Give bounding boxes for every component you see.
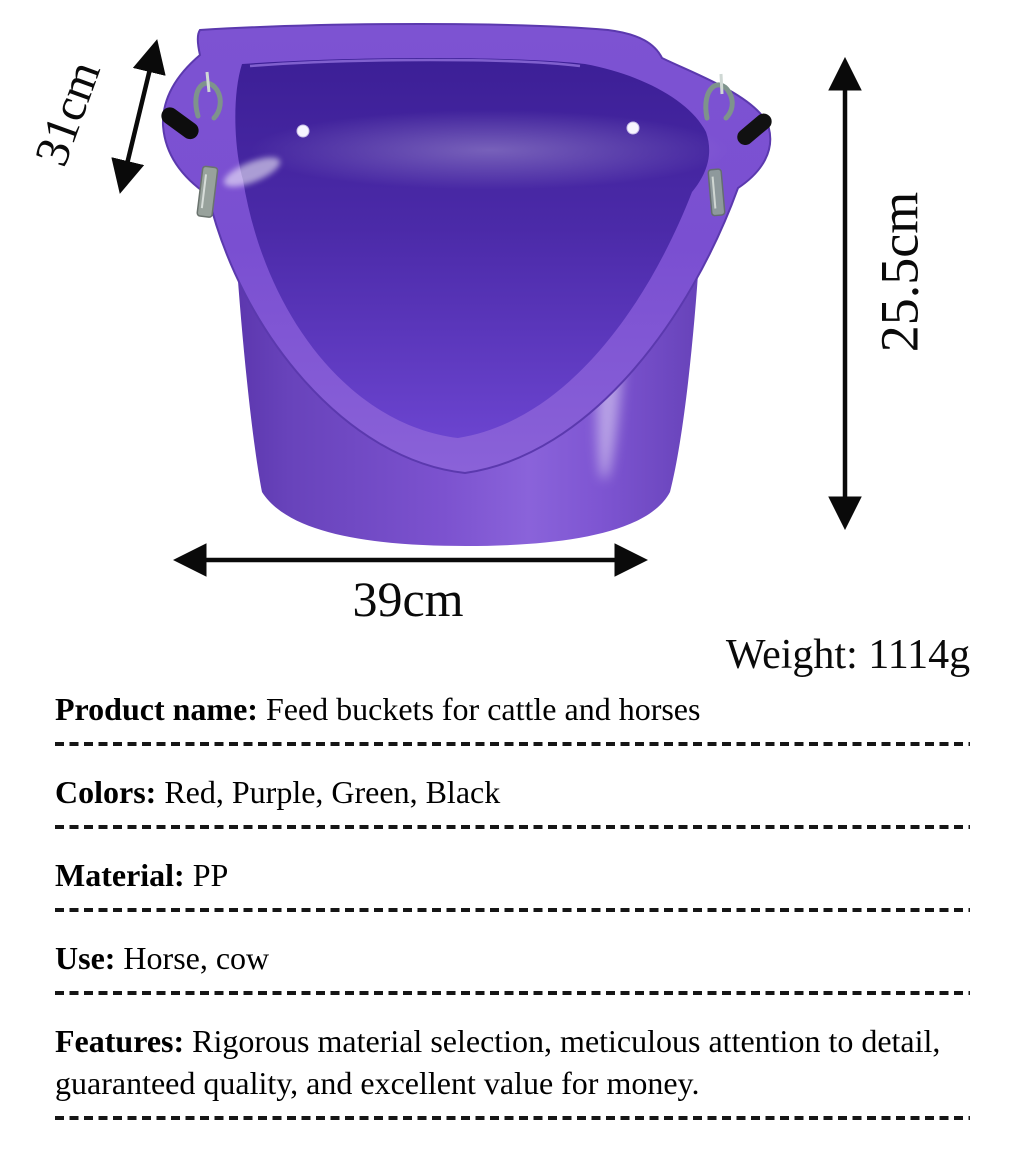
dashed-divider [55,991,970,995]
weight-label: Weight: 1114g [725,632,971,678]
bucket [158,24,775,546]
spec-label: Product name: [55,691,258,727]
dashed-divider [55,825,970,829]
spec-row-material [55,854,970,912]
spec-label: Features: [55,1023,185,1059]
dashed-divider [55,742,970,746]
mounting-hole-left [297,125,309,137]
spec-value: Feed buckets for cattle and horses [265,691,701,727]
spec-label: Use: [55,940,116,976]
spec-value: Rigorous material selection, meticulous attention to detail, guaranteed quality, and excellent value for money. [55,1023,941,1101]
spec-value: Horse, cow [123,940,270,976]
depth-arrow [121,44,156,189]
spec-row-features [55,1020,970,1120]
spec-value: Red, Purple, Green, Black [164,774,501,810]
spec-row-product-name [55,688,970,746]
height-label: 25.5cm [869,191,930,353]
depth-label: 31cm [24,54,111,173]
spec-label: Material: [55,857,185,893]
width-label: 39cm [352,571,464,627]
spec-row-use [55,937,970,995]
interior-glow [250,110,730,190]
hook-pin-left [207,72,209,92]
dashed-divider [55,908,970,912]
spec-label: Colors: [55,774,157,810]
spec-list [55,688,970,1145]
dashed-divider [55,1116,970,1120]
mounting-hole-right [627,122,639,134]
spec-row-colors [55,771,970,829]
spec-value: PP [192,857,229,893]
hook-pin-right [721,74,722,94]
